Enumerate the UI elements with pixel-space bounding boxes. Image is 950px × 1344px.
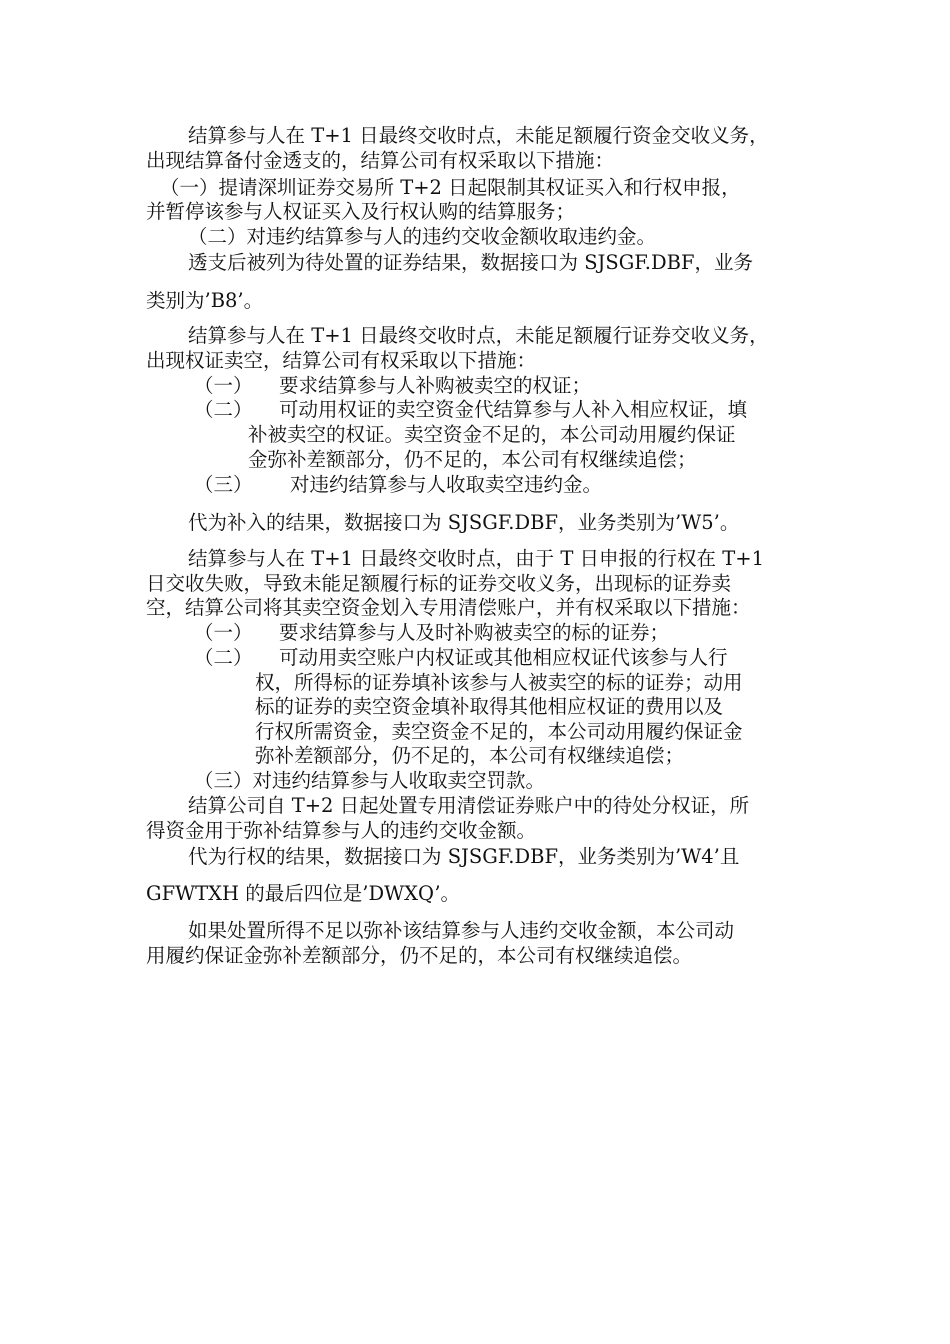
- section2-item1-text: 要求结算参与人补购被卖空的权证；: [279, 374, 592, 397]
- section2-intro-line1: 结算参与人在 T+1 日最终交收时点，未能足额履行证券交收义务，: [188, 324, 769, 347]
- section3-final-line1: 如果处置所得不足以弥补该结算参与人违约交收金额，本公司动: [188, 919, 735, 942]
- section3-intro-line3: 空，结算公司将其卖空资金划入专用清偿账户，并有权采取以下措施：: [146, 596, 751, 619]
- section2-item1-number: （一）: [194, 374, 253, 397]
- section1-note-line1: 透支后被列为待处置的证券结果，数据接口为 SJSGF.DBF，业务: [188, 251, 753, 274]
- section1-intro-line2: 出现结算备付金透支的，结算公司有权采取以下措施：: [146, 149, 615, 172]
- section2-item2-number: （二）: [194, 398, 253, 421]
- section3-intro-line2: 日交收失败，导致未能足额履行标的证券交收义务，出现标的证券卖: [146, 572, 732, 595]
- section2-item2-line3: 金弥补差额部分，仍不足的，本公司有权继续追偿；: [248, 448, 697, 471]
- section3-note-line1: 代为行权的结果，数据接口为 SJSGF.DBF，业务类别为’W4’且: [188, 845, 740, 868]
- section3-final-line2: 用履约保证金弥补差额部分，仍不足的，本公司有权继续追偿。: [146, 944, 693, 967]
- section1-item1-line1: （一）提请深圳证券交易所 T+2 日起限制其权证买入和行权申报，: [160, 176, 741, 199]
- section2-item3-number: （三）: [194, 473, 253, 496]
- section3-item2-line4: 行权所需资金，卖空资金不足的，本公司动用履约保证金: [255, 720, 743, 743]
- section3-item2-line3: 标的证券的卖空资金填补取得其他相应权证的费用以及: [255, 695, 724, 718]
- section3-dispose-line1: 结算公司自 T+2 日起处置专用清偿证券账户中的待处分权证，所: [188, 794, 750, 817]
- section3-intro-line1: 结算参与人在 T+1 日最终交收时点，由于 T 日申报的行权在 T+1: [188, 547, 765, 570]
- section3-item1-text: 要求结算参与人及时补购被卖空的标的证券；: [279, 621, 670, 644]
- section2-item2-line1: 可动用权证的卖空资金代结算参与人补入相应权证，填: [279, 398, 748, 421]
- section2-note: 代为补入的结果，数据接口为 SJSGF.DBF，业务类别为’W5’。: [188, 511, 740, 534]
- section2-item3-text: 对违约结算参与人收取卖空违约金。: [290, 473, 603, 496]
- section3-item1-number: （一）: [194, 621, 253, 644]
- section1-intro-line1: 结算参与人在 T+1 日最终交收时点，未能足额履行资金交收义务，: [188, 124, 769, 147]
- section1-item1-line2: 并暂停该参与人权证买入及行权认购的结算服务；: [146, 200, 576, 223]
- section1-note-line2: 类别为’B8’。: [146, 289, 264, 312]
- section3-note-line2: GFWTXH 的最后四位是’DWXQ’。: [146, 882, 461, 905]
- section3-item2-line5: 弥补差额部分，仍不足的，本公司有权继续追偿；: [255, 744, 685, 767]
- section3-item3: （三）对违约结算参与人收取卖空罚款。: [194, 769, 546, 792]
- section3-dispose-line2: 得资金用于弥补结算参与人的违约交收金额。: [146, 819, 537, 842]
- section3-item2-line1: 可动用卖空账户内权证或其他相应权证代该参与人行: [279, 646, 728, 669]
- section1-item2: （二）对违约结算参与人的违约交收金额收取违约金。: [188, 225, 657, 248]
- section3-item2-line2: 权，所得标的证券填补该参与人被卖空的标的证券；动用: [255, 671, 743, 694]
- section2-intro-line2: 出现权证卖空，结算公司有权采取以下措施：: [146, 349, 537, 372]
- section3-item2-number: （二）: [194, 646, 253, 669]
- section2-item2-line2: 补被卖空的权证。卖空资金不足的，本公司动用履约保证: [248, 423, 736, 446]
